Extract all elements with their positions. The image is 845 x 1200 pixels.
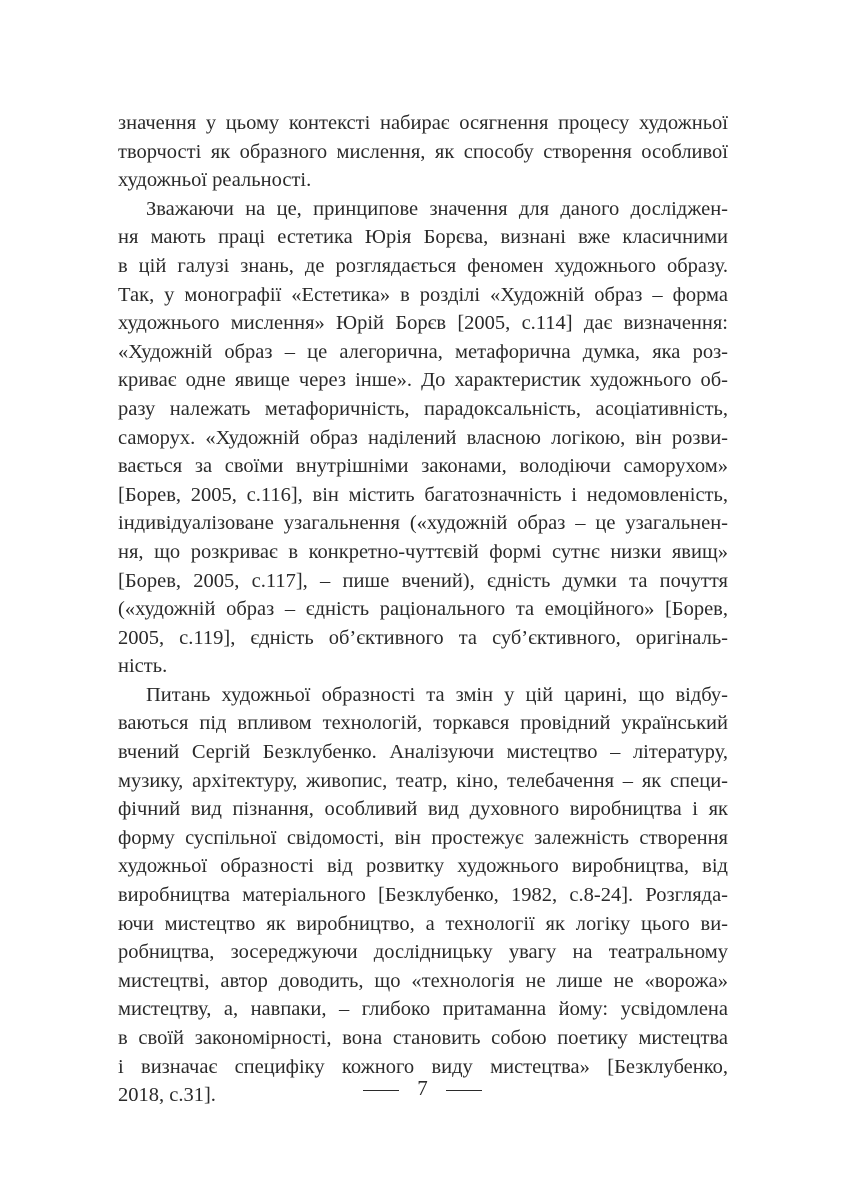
text-line: ваються під впливом технологій, торкався провідний український xyxy=(118,712,728,735)
paragraph-1 xyxy=(118,109,728,195)
page-number-footer xyxy=(0,1076,845,1101)
text-line: «Художній образ – це алегорична, метафорична думка, яка роз- xyxy=(118,340,728,363)
text-line: разу належать метафоричність, парадоксальність, асоціативність, xyxy=(118,397,728,420)
text-line: мистецтві, автор доводить, що «технологія не лише не «ворожа» xyxy=(118,969,728,992)
text-line: і визначає специфіку кожного виду мистецтва» [Безклубенко, xyxy=(118,1055,728,1078)
paragraph-2 xyxy=(118,195,728,681)
text-line: Зважаючи на це, принципове значення для даного досліджен- xyxy=(146,197,728,220)
text-line: 2005, с.119], єдність об’єктивного та суб’єктивного, оригіналь- xyxy=(118,626,728,649)
text-line: [Борев, 2005, с.116], він містить багатозначність і недомовленість, xyxy=(118,483,728,506)
page-number: 7 xyxy=(417,1076,428,1100)
text-line: форму суспільної свідомості, він простежує залежність створення xyxy=(118,826,728,849)
text-line: вчений Сергій Безклубенко. Аналізуючи мистецтво – літературу, xyxy=(118,741,728,764)
text-line: творчості як образного мислення, як способу створення особливої xyxy=(118,140,728,163)
text-line: ня мають праці естетика Юрія Борєва, визнані вже класичними xyxy=(118,226,728,249)
text-line: робництва, зосереджуючи дослідницьку увагу на театральному xyxy=(118,941,728,964)
text-line: («художній образ – єдність раціонального та емоційного» [Борев, xyxy=(118,598,728,621)
text-line: індивідуалізоване узагальнення («художній образ – це узагальнен- xyxy=(118,512,728,535)
text-line: ючи мистецтво як виробництво, а технології як логіку цього ви- xyxy=(118,912,728,935)
text-line: криває одне явище через інше». До характеристик художнього об- xyxy=(118,369,728,392)
text-line: вається за своїми внутрішніми законами, володіючи саморухом» xyxy=(118,455,728,478)
text-line: в цій галузі знань, де розглядається феномен художнього образу. xyxy=(118,254,728,277)
text-line: художнього мислення» Юрій Борєв [2005, с.114] дає визначення: xyxy=(118,312,728,335)
text-line: художньої образності від розвитку художнього виробництва, від xyxy=(118,855,728,878)
right-dash-ornament xyxy=(446,1090,482,1091)
body-text xyxy=(118,109,728,1110)
paragraph-3 xyxy=(118,681,728,1110)
text-line: саморух. «Художній образ наділений власною логікою, він розви- xyxy=(118,426,728,449)
left-dash-ornament xyxy=(363,1090,399,1091)
text-line: виробництва матеріального [Безклубенко, 1982, с.8-24]. Розгляда- xyxy=(118,884,728,907)
text-line: художньої реальності. xyxy=(118,169,312,192)
text-line: ня, що розкриває в конкретно-чуттєвій формі сутнє низки явищ» xyxy=(118,540,728,563)
text-line: музику, архітектуру, живопис, театр, кіно, телебачення – як специ- xyxy=(118,769,728,792)
text-line: Так, у монографії «Естетика» в розділі «Художній образ – форма xyxy=(118,283,728,306)
text-line: 2018, с.31]. xyxy=(118,1084,216,1107)
text-line: фічний вид пізнання, особливий вид духовного виробництва і як xyxy=(118,798,728,821)
text-line: Питань художньої образності та змін у цій царині, що відбу- xyxy=(146,683,728,706)
text-line: в своїй закономірності, вона становить собою поетику мистецтва xyxy=(118,1027,728,1049)
text-line: мистецтву, а, навпаки, – глибоко притаманна йому: усвідомлена xyxy=(118,998,728,1021)
text-line: ність. xyxy=(118,655,168,678)
text-line: значення у цьому контексті набирає осягнення процесу художньої xyxy=(118,112,728,134)
text-line: [Борев, 2005, с.117], – пише вчений), єдність думки та почуття xyxy=(118,569,728,592)
